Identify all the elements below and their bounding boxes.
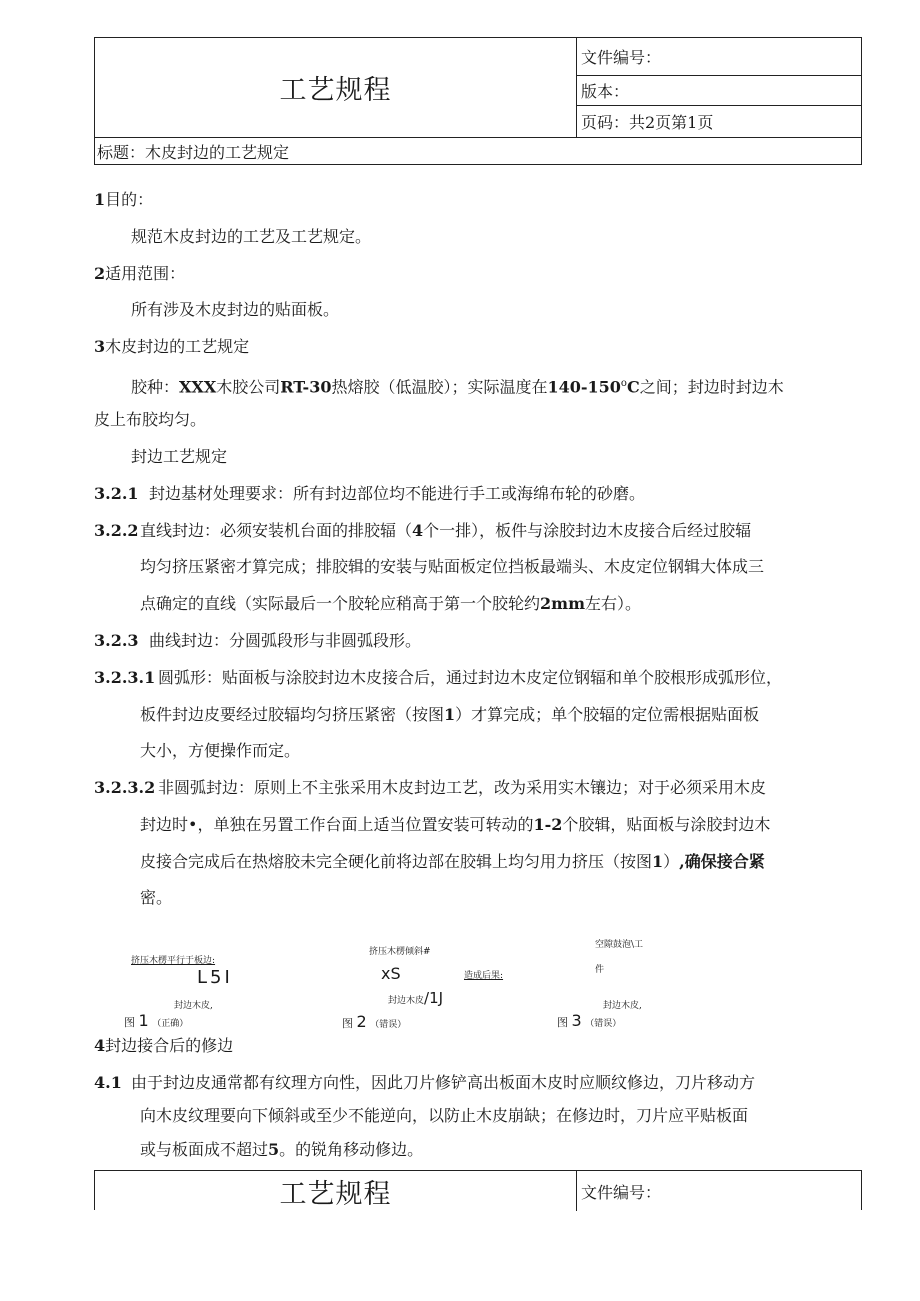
clause-3-2-2-line-3: 点确定的直线（实际最后一个胶轮应稍高于第一个胶轮约2mm左右）。 bbox=[140, 594, 642, 613]
figure-3-edge-label: 封边木皮, bbox=[603, 1001, 642, 1011]
figure-1-caption: 挤压木楞平行于板边: bbox=[131, 956, 216, 966]
section-2-heading: 2适用范围： bbox=[94, 264, 186, 283]
subject-row: 标题：木皮封边的工艺规定 bbox=[95, 137, 861, 165]
clause-3-2-3-2-line-3: 皮接合完成后在热熔胶未完全硬化前将边部在胶辑上均匀用力挤压（按图1）,确保接合紧 bbox=[140, 852, 765, 871]
figure-1-mark: L5I bbox=[197, 967, 233, 988]
doc-number-label: 文件编号： bbox=[577, 38, 862, 76]
clause-3-2-3-2-line-1: 非圆弧封边：原则上不主张采用木皮封边工艺，改为采用实木镶边；对于必须采用木皮 bbox=[158, 778, 767, 797]
clause-3-2-3-text: 曲线封边：分圆弧段形与非圆弧段形。 bbox=[149, 631, 422, 650]
clause-3-2-2-line-1: 直线封边：必须安装机台面的排胶辐（4个一排），板件与涂胶封边木皮接合后经过胶辐 bbox=[140, 521, 752, 540]
figure-2-label: 图 2 （错误） bbox=[342, 1012, 407, 1031]
glue-spec-line-2: 皮上布胶均匀。 bbox=[94, 410, 207, 429]
figure-2-mark: xS bbox=[381, 964, 401, 983]
next-page-header-table bbox=[94, 1170, 862, 1210]
section-1-heading: 1目的： bbox=[94, 190, 154, 209]
clause-4-1-number: 4.1 bbox=[94, 1073, 122, 1092]
clause-4-1-line-2: 向木皮纹理要向下倾斜或至少不能逆向，以防止木皮崩缺；在修边时，刀片应平贴板面 bbox=[140, 1106, 749, 1125]
clause-3-2-1-number: 3.2.1 bbox=[94, 484, 139, 503]
next-page-doc-number-label: 文件编号： bbox=[581, 1182, 662, 1202]
figure-3-caption-line-2: 件 bbox=[595, 965, 605, 975]
next-page-doc-title: 工艺规程 bbox=[95, 1171, 577, 1211]
figure-3-caption-line-1: 空隙鼓泡\工 bbox=[595, 940, 644, 950]
figure-2-edge-label: 封边木皮/1J bbox=[388, 989, 444, 1007]
figure-2-result-label: 造成后果: bbox=[464, 971, 504, 981]
craft-title: 封边工艺规定 bbox=[131, 447, 228, 466]
section-4-heading: 4封边接合后的修边 bbox=[94, 1036, 234, 1055]
header-table bbox=[94, 37, 862, 165]
clause-3-2-1-text: 封边基材处理要求：所有封边部位均不能进行手工或海绵布轮的砂磨。 bbox=[149, 484, 646, 503]
section-2-body: 所有涉及木皮封边的贴面板。 bbox=[131, 300, 340, 319]
clause-3-2-3-1-line-1: 圆弧形：贴面板与涂胶封边木皮接合后，通过封边木皮定位钢辐和单个胶根形成弧形位， bbox=[158, 668, 783, 687]
clause-4-1-line-3: 或与板面成不超过5。的锐角移动修边。 bbox=[140, 1140, 424, 1159]
figure-2-caption: 挤压木楞倾斜# bbox=[369, 947, 431, 957]
clause-3-2-3-1-line-3: 大小，方便操作而定。 bbox=[140, 741, 301, 760]
section-3-heading: 3木皮封边的工艺规定 bbox=[94, 337, 250, 356]
clause-3-2-3-1-line-2: 板件封边皮要经过胶辐均匀挤压紧密（按图1）才算完成；单个胶辐的定位需根据贴面板 bbox=[140, 705, 760, 724]
clause-3-2-3-number: 3.2.3 bbox=[94, 631, 139, 650]
clause-3-2-3-2-line-2: 封边时•，单独在另置工作台面上适当位置安装可转动的1-2个胶辑，贴面板与涂胶封边木 bbox=[140, 815, 771, 834]
doc-title: 工艺规程 bbox=[95, 38, 577, 137]
figure-1-label: 图 1 （正确） bbox=[124, 1011, 189, 1030]
figure-1-edge-label: 封边木皮, bbox=[174, 1001, 213, 1011]
clause-3-2-2-number: 3.2.2 bbox=[94, 521, 139, 540]
clause-4-1-line-1: 由于封边皮通常都有纹理方向性，因此刀片修铲高出板面木皮时应顺纹修边，刀片移动方 bbox=[131, 1073, 756, 1092]
clause-3-2-3-2-line-4: 密。 bbox=[140, 888, 173, 907]
clause-3-2-3-2-number: 3.2.3.2 bbox=[94, 778, 156, 797]
section-1-body: 规范木皮封边的工艺及工艺规定。 bbox=[131, 227, 372, 246]
figure-3-label: 图 3 （错误） bbox=[557, 1011, 622, 1030]
clause-3-2-3-1-number: 3.2.3.1 bbox=[94, 668, 156, 687]
clause-3-2-2-line-2: 均匀挤压紧密才算完成；排胶辑的安装与贴面板定位挡板最端头、木皮定位钢辑大体成三 bbox=[140, 557, 765, 576]
glue-spec-line-1: 胶种：XXX木胶公司RT-30热熔胶（低温胶）；实际温度在140-150$^o$C之间；封边时封边木 bbox=[131, 377, 784, 397]
version-label: 版本： bbox=[577, 76, 862, 106]
page-label: 页码：共2页第1页 bbox=[581, 113, 714, 132]
